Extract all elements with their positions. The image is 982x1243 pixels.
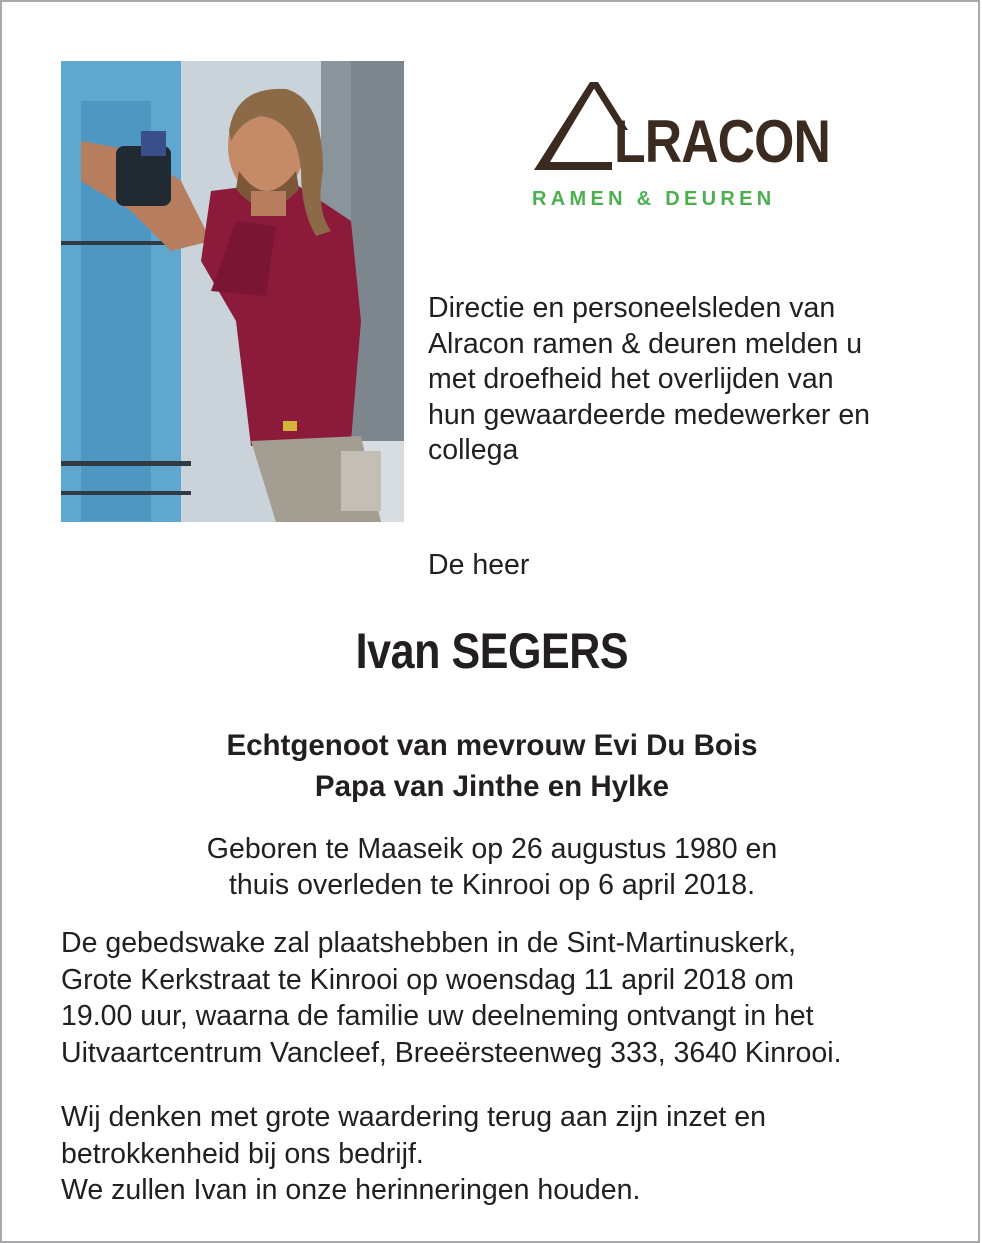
logo-tagline: RAMEN & DEUREN bbox=[532, 188, 776, 210]
intro-text: Directie en personeelsleden van Alracon ramen & deuren melden u met droefheid het overlijden van hun gewaardeerde medewerker en collega bbox=[428, 292, 871, 466]
salutation: De heer bbox=[428, 549, 530, 581]
alracon-logo bbox=[530, 82, 832, 210]
family-relations: Echtgenoot van mevrouw Evi Du Bois Papa van Jinthe en Hylke bbox=[226, 729, 758, 803]
deceased-name: Ivan SEGERS bbox=[355, 623, 629, 679]
service-info: De gebedswake zal plaatshebben in de Sint-Martinuskerk, Grote Kerkstraat te Kinrooi op woensdag 11 april 2018 om 19.00 uur, waarna de familie uw deelneming ontvangt in het Uitvaartcentrum Vancleef, Breeërsteenweg 333, 3640 Kinrooi. bbox=[61, 927, 842, 1069]
birth-death-info: Geboren te Maaseik op 26 augustus 1980 en thuis overleden te Kinrooi op 6 april 2018. bbox=[206, 833, 778, 901]
closing-text: Wij denken met grote waardering terug aan zijn inzet en betrokkenheid bij ons bedrijf. We zullen Ivan in onze herinneringen houden. bbox=[61, 1101, 766, 1206]
portrait-photo bbox=[61, 61, 404, 522]
logo-wordmark: LRACON bbox=[614, 108, 830, 175]
